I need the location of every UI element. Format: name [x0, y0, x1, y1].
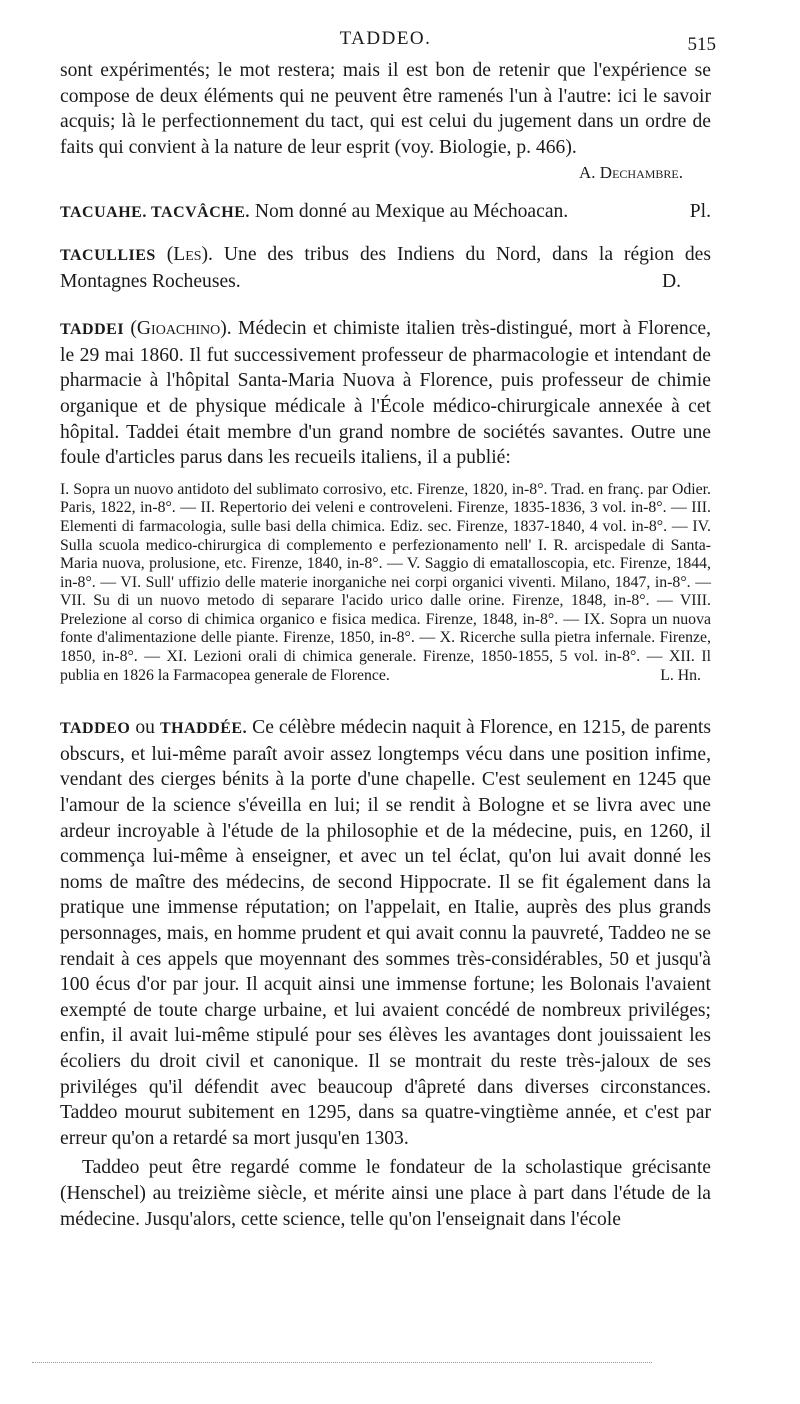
page-number: 515 [687, 34, 716, 55]
signature-pl: Pl. [689, 201, 711, 223]
headword-tacullies: TACULLIES [60, 246, 156, 264]
headword-taddeo: TADDEO [60, 720, 131, 738]
bibliography-text: I. Sopra un nuovo antidoto del sublimato corrosivo, etc. Firenze, 1820, in-8°. Trad. en franç. par Odier. Paris, 1822, in-8°. — II. Repertorio dei veleni e controveleni. Firenze, 1835-1836, 3 vol. in-8°. — III. Elementi di farmacologia, sulle basi della chimica. Ediz. sec. Firenze, 1837-1840, 4 vol. in-8°. — IV. Sulla scuola medico-chirurgica di complemento e perfezionamento nell' I. R. arcispedale di Santa-Maria nuova, prolusione, etc. Firenze, 1840, in-8°. — V. Saggio di ematalloscopia, etc. Firenze, 1844, in-8°. — VI. Sull' uffizio delle materie inorganiche nei corpi organici viventi. Milano, 1847, in-8°. — VII. Su di un nuovo metodo di separare l'acido urico dalle orine. Firenze, 1848, in-8°. — VIII. Prelezione al corso di chimica organico e fisica medica. Firenze, 1848, in-8°. — IX. Sopra un nuova fonte d'alimentazione delle piante. Firenze, 1850, in-8°. — X. Ricerche sulla pietra infernale. Firenze, 1850, in-8°. — XI. Lezioni orali di chimica generale. Firenze, 1850-1855, 5 vol. in-8°. — XII. Il publia en 1826 la Farmacopea generale de Florence. [60, 480, 711, 684]
entry-taddeo [60, 715, 711, 1151]
running-head [60, 26, 716, 56]
connector-ou: ou [135, 717, 155, 739]
bibliography-taddei [60, 481, 711, 686]
signature-lhn: L. Hn. [660, 666, 701, 684]
headword-taddei: TADDEI [60, 321, 125, 339]
entry-taddeo-text: Ce célèbre médecin naquit à Florence, en 1215, de parents obscurs, et lui-même paraît avoir assez longtemps vécu dans une position infime, vendant des cierges bénits à la porte d'une chapelle. C'est seulement en 1245 que l'amour de la science s'éveilla en lui; il se rendit à Bologne et se livra avec une ardeur incroyable à l'étude de la philosophie et de la médecine, puis, en 1260, il commença lui-même à enseigner, et avec un tel éclat, qu'on lui avait donné les noms de maître des médecins, de second Hippocrate. Il se fit également dans la pratique une immense réputation; on l'appelait, en Italie, auprès des plus grands personnages, mais, en homme prudent et qui avait connu la pauvreté, Taddeo ne se rendait à ces appels que moyennant des sommes très-considérables, 50 et jusqu'à 100 écus d'or par jour. Il acquit ainsi une immense fortune; les Bolonais l'avaient exempté de toute charge urbaine, et lui avaient concédé de nombreux priviléges; enfin, il avait lui-même stipulé pour ses élèves les avantages dont jouissaient les écoliers du droit civil et canonique. Il se montrait du reste très-jaloux de ses priviléges qu'il défendit avec beaucoup d'âpreté dans diverses circonstances. Taddeo mourut subitement en 1295, dans sa quatre-vingtième année, et c'est par erreur qu'on a retardé sa mort jusqu'en 1303. [60, 717, 711, 1149]
entry-tacuahe-text: Nom donné au Mexique au Méchoacan. [254, 201, 569, 223]
running-title: TADDEO. [339, 28, 432, 49]
entry-taddei-text: Médecin et chimiste italien très-distingué, mort à Florence, le 29 mai 1860. Il fut successivement professeur de pharmacologie et intendant de pharmacie à l'hôpital Santa-Maria Nuova à Florence, puis professeur de chimie organique et de physique médicale à l'École médico-chirurgicale annexée à cet hôpital. Taddei était membre d'un grand nombre de sociétés savantes. Outre une foule d'articles parus dans les recueils italiens, il a publié: [60, 318, 711, 469]
entry-taddei [60, 316, 711, 471]
qualifier-taddei: (Gioachino). [130, 318, 232, 340]
bottom-dotted-rule [32, 1362, 652, 1364]
signature-d: D. [661, 270, 681, 292]
entry-taddeo-text-2: Taddeo peut être regardé comme le fondateur de la scholastique grécisante (Henschel) au treizième siècle, et mérite ainsi une place à part dans l'étude de la médecine. Jusqu'alors, cette science, telle qu'on l'enseignait dans l'école [60, 1157, 711, 1230]
headword-thaddee: THADDÉE. [159, 720, 248, 738]
entry-tacullies [60, 242, 711, 294]
intro-paragraph [60, 58, 711, 160]
qualifier-tacullies: (Les). [166, 243, 213, 265]
page [60, 26, 716, 1232]
headword-tacuahe: TACUAHE. TACVÂCHE. [60, 204, 250, 222]
entry-taddeo-paragraph-2 [60, 1155, 711, 1232]
entry-tacuahe [60, 199, 711, 226]
entry-tacullies-text: Une des tribus des Indiens du Nord, dans la région des Montagnes Rocheuses. [60, 243, 712, 292]
intro-text: sont expérimentés; le mot restera; mais il est bon de retenir que l'expérience se compose de deux éléments qui ne peuvent être ramenés l'un à l'autre: ici le savoir acquis; là le perfectionnement du tact, qui est celui du jugement dans un ordre de faits qui convient à la nature de leur esprit (voy. Biologie, p. 466). [60, 60, 711, 158]
signature-dechambre: A. Dechambre. [579, 163, 683, 183]
